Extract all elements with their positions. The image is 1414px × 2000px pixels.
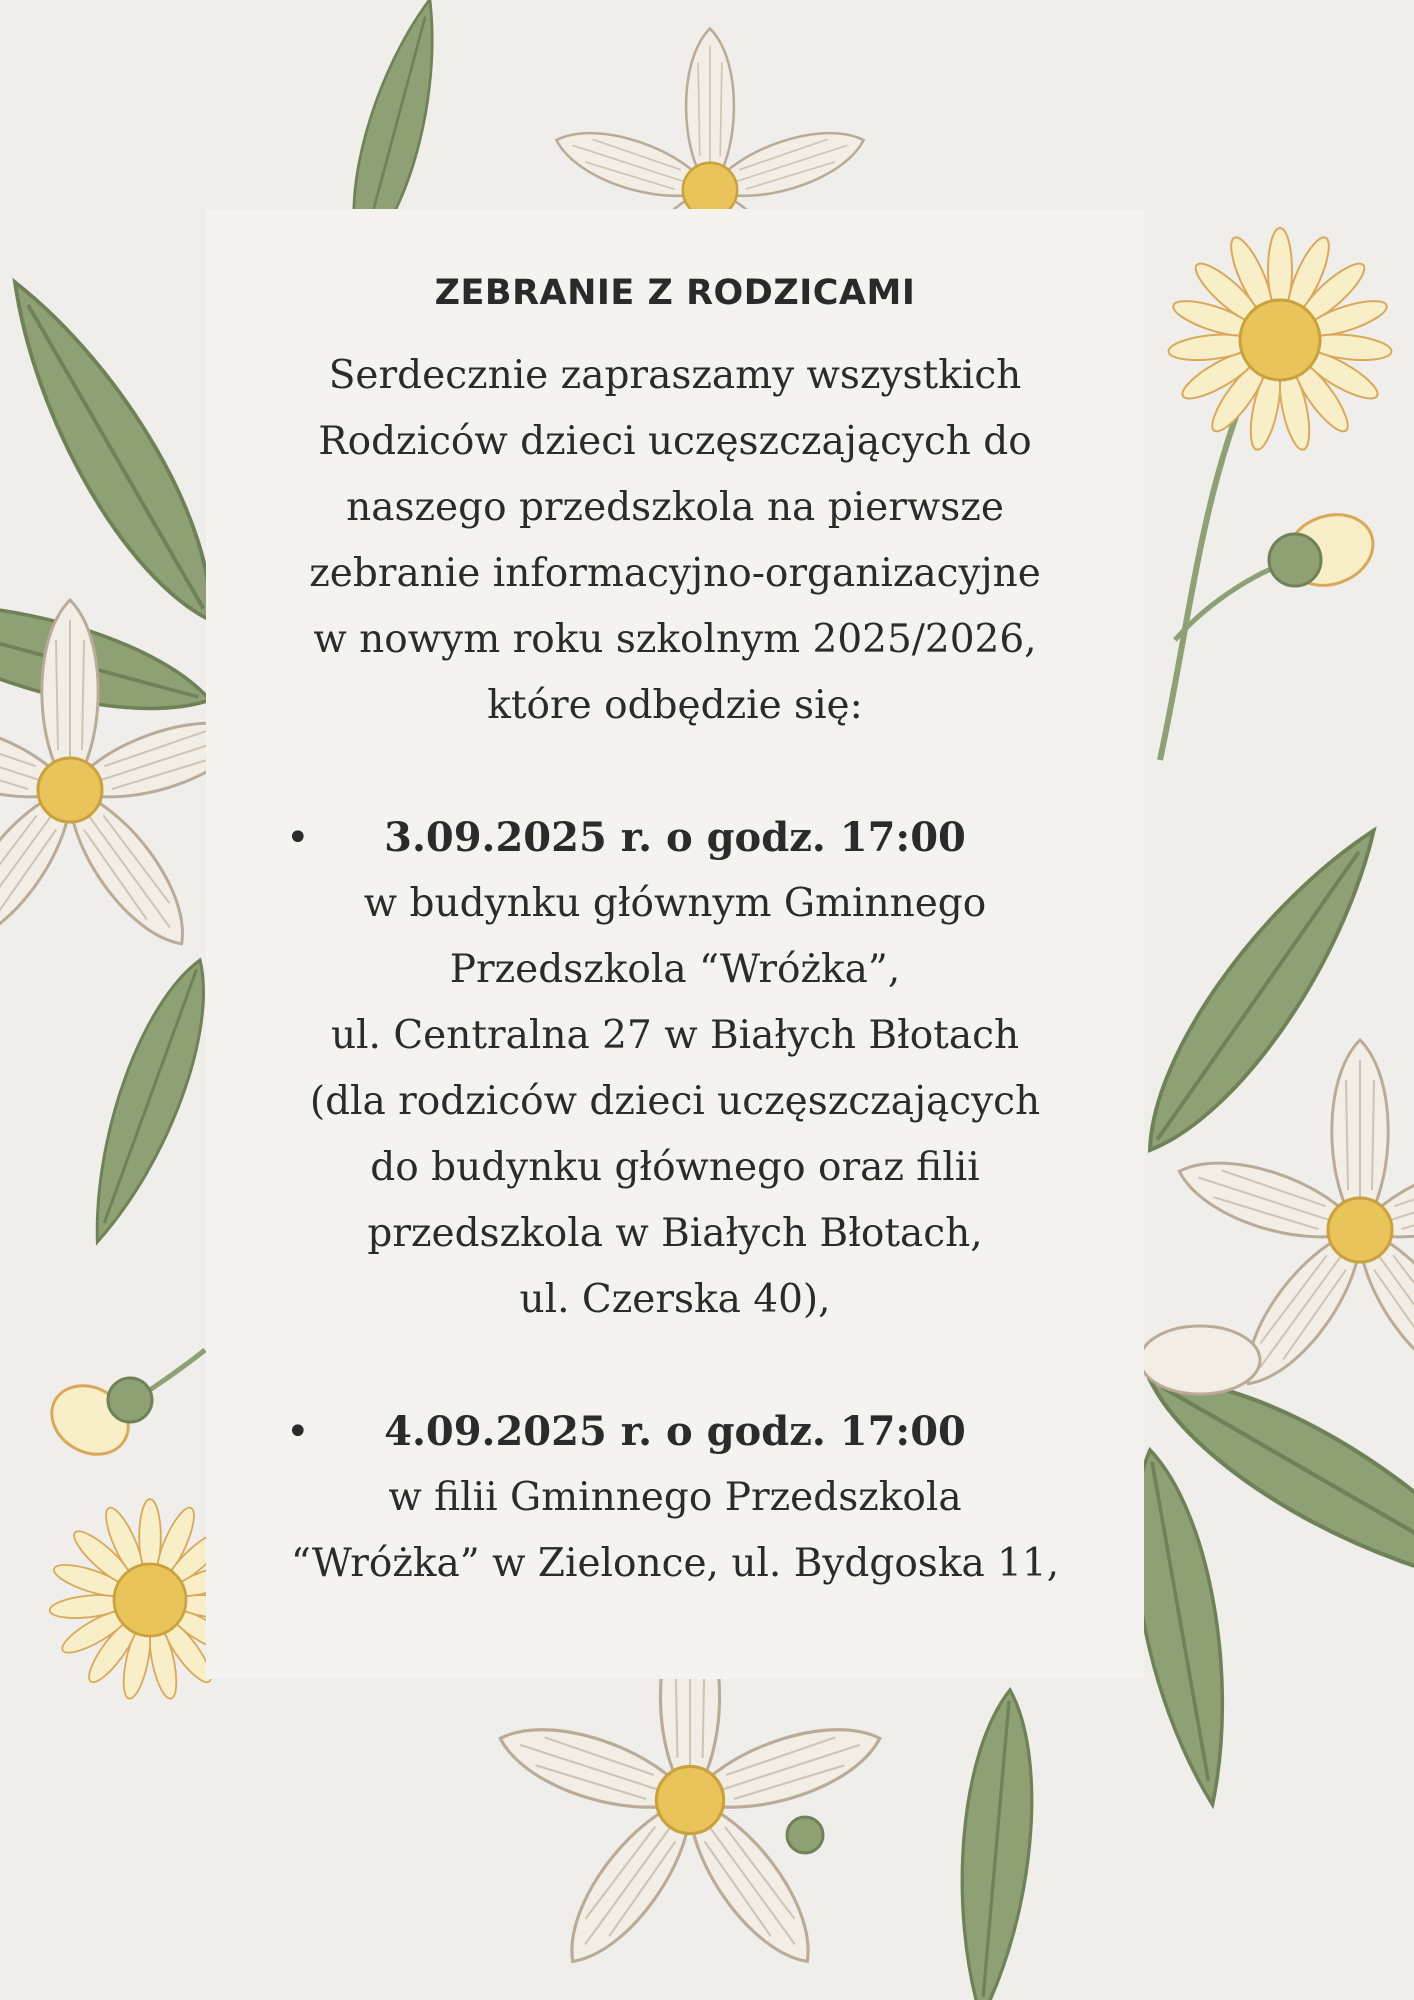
- page-title: ZEBRANIE Z RODZICAMI: [434, 273, 916, 313]
- meeting-date: 3.09.2025 r. o godz. 17:00: [384, 814, 966, 861]
- meeting-line: “Wróżka” w Zielonce, ul. Bydgoska 11,: [290, 1541, 1060, 1586]
- meeting-line: przedszkola w Białych Błotach,: [367, 1211, 983, 1256]
- meeting-line: w budynku głównym Gminnego: [363, 881, 987, 926]
- meeting-item-1: [246, 805, 1104, 1333]
- intro-line: naszego przedszkola na pierwsze: [346, 485, 1004, 530]
- intro-line: w nowym roku szkolnym 2025/2026,: [313, 617, 1037, 662]
- intro-line: zebranie informacyjno-organizacyjne: [309, 551, 1041, 596]
- intro-line: Rodziców dzieci uczęszczających do: [318, 419, 1032, 464]
- intro-text: [246, 343, 1104, 739]
- meeting-line: do budynku głównego oraz filii: [370, 1145, 980, 1190]
- meeting-line: ul. Centralna 27 w Białych Błotach: [330, 1013, 1020, 1058]
- invitation-card: [206, 209, 1144, 1679]
- meeting-line: (dla rodziców dzieci uczęszczających: [309, 1079, 1041, 1124]
- meeting-date: 4.09.2025 r. o godz. 17:00: [384, 1408, 966, 1455]
- meeting-line: ul. Czerska 40),: [519, 1277, 831, 1322]
- intro-line: Serdecznie zapraszamy wszystkich: [328, 353, 1022, 398]
- bullet-icon: •: [286, 815, 310, 861]
- meeting-line: w filii Gminnego Przedszkola: [388, 1475, 962, 1520]
- bullet-icon: •: [286, 1409, 310, 1455]
- intro-line: które odbędzie się:: [487, 683, 863, 728]
- meeting-line: Przedszkola “Wróżka”,: [449, 947, 901, 992]
- meeting-item-2: [246, 1399, 1104, 1597]
